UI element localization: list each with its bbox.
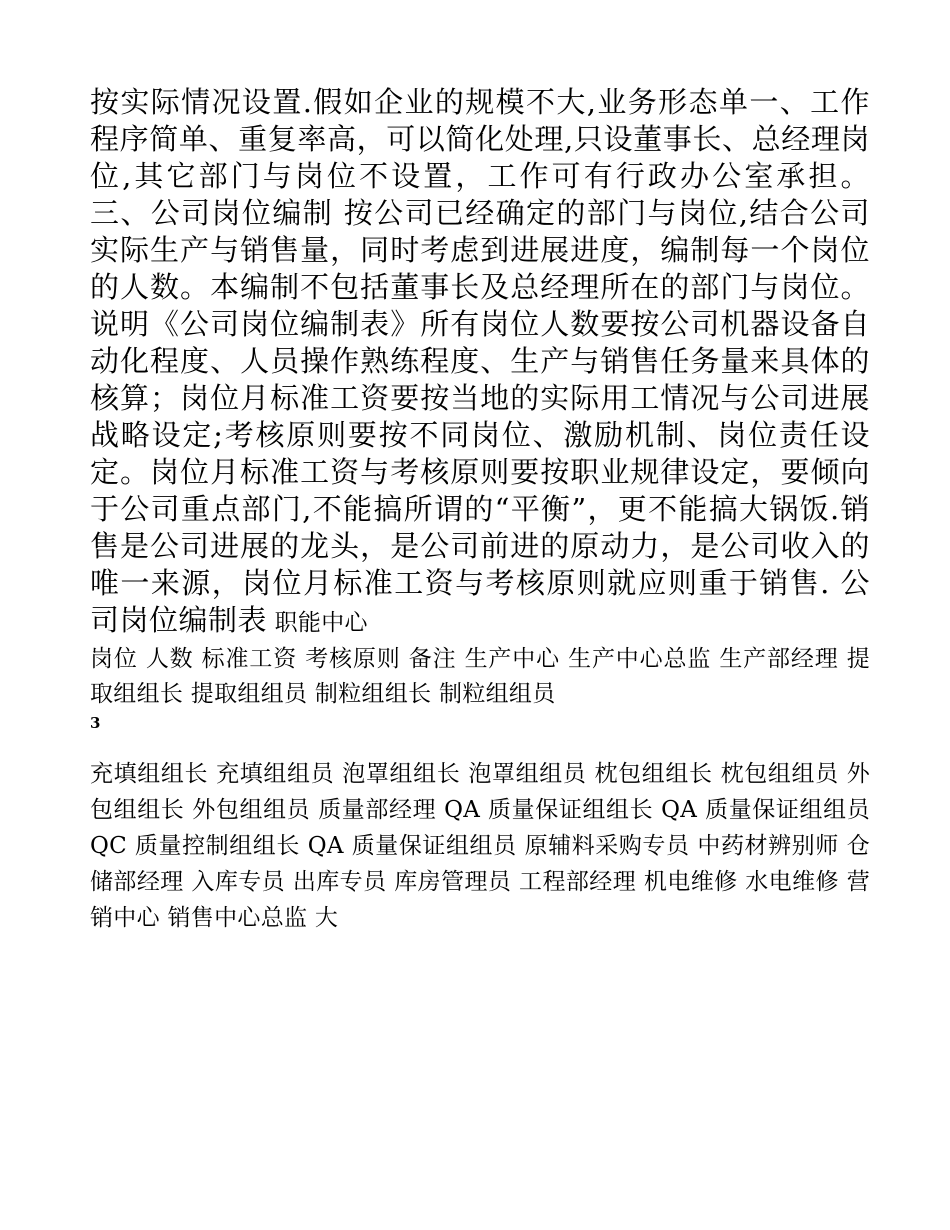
main-paragraph [90, 84, 870, 642]
main-paragraph-text: 按实际情况设置.假如企业的规模不大,业务形态单一、工作程序简单、重复率高，可以简化处理,只设董事长、总经理岗位,其它部门与岗位不设置，工作可有行政办公室承担。 三、公司岗位编制 按公司已经确定的部门与岗位,结合公司实际生产与销售量，同时考虑到进展进度，编制每一个岗位的人数。本编制不包括董事长及总经理所在的部门与岗位。说明《公司岗位编制表》所有岗位人数要按公司机器设备自动化程度、人员操作熟练程度、生产与销售任务量来具体的核算；岗位月标准工资要按当地的实际用工情况与公司进展战略设定;考核原则要按不同岗位、激励机制、岗位责任设定。岗位月标准工资与考核原则要按职业规律设定，要倾向于公司重点部门,不能搞所谓的“平衡”，更不能搞大锅饭.销售是公司进展的龙头，是公司前进的原动力，是公司收入的唯一来源，岗位月标准工资与考核原则就应则重于销售. 公司岗位编制表 [90, 85, 870, 637]
page-number: 3 [90, 714, 101, 732]
main-paragraph-tail: 职能中心 [267, 610, 368, 636]
table-header-paragraph: 岗位 人数 标准工资 考核原则 备注 生产中心 生产中心总监 生产部经理 提取组组长 提取组组员 制粒组组长 制粒组组员 [90, 646, 870, 707]
document-page [90, 84, 870, 936]
position-list-paragraph: 充填组组长 充填组组员 泡罩组组长 泡罩组组员 枕包组组长 枕包组组员 外包组组长 外包组组员 质量部经理 QA 质量保证组组长 QA 质量保证组组员 QC 质量控制组组长 QA 质量保证组组员 原辅料采购专员 中药材辨别师 仓储部经理 入库专员 出库专员 库房管理员 工程部经理 机电维修 水电维修 营销中心 销售中心总监 大 [90, 761, 870, 931]
